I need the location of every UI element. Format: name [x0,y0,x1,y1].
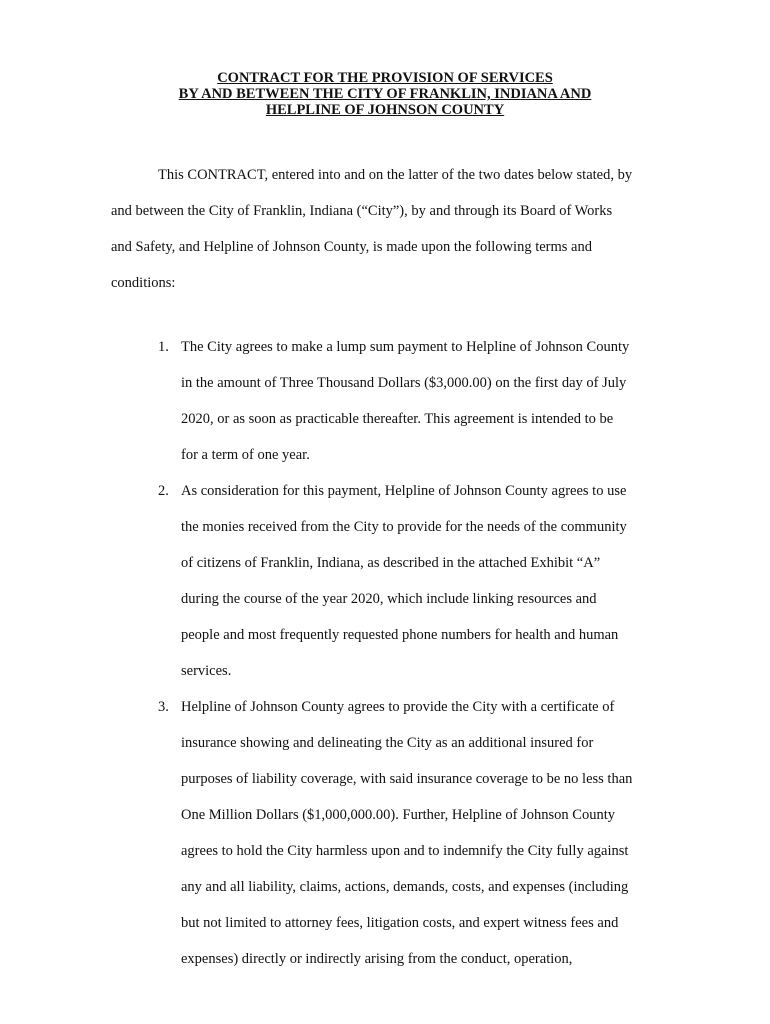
term-item-2 [158,473,678,689]
title-line-3: HELPLINE OF JOHNSON COUNTY [265,102,505,118]
term-line: during the course of the year 2020, which include linking resources and [181,591,597,607]
term-line: services. [181,663,232,679]
term-number: 2. [158,483,169,499]
term-line: agrees to hold the City harmless upon and to indemnify the City fully against [181,843,629,859]
term-item-3 [158,689,678,977]
term-line: One Million Dollars ($1,000,000.00). Further, Helpline of Johnson County [181,807,615,823]
term-line: but not limited to attorney fees, litigation costs, and expert witness fees and [181,915,619,931]
title-line-2: BY AND BETWEEN THE CITY OF FRANKLIN, INDIANA AND [178,86,592,102]
intro-line: conditions: [111,275,176,291]
term-item-1 [158,329,678,473]
term-line: for a term of one year. [181,447,310,463]
term-line: 2020, or as soon as practicable thereafter. This agreement is intended to be [181,411,614,427]
term-line: in the amount of Three Thousand Dollars ($3,000.00) on the first day of July [181,375,627,391]
intro-paragraph [111,157,671,301]
term-line: people and most frequently requested phone numbers for health and human [181,627,619,643]
title-line-1: CONTRACT FOR THE PROVISION OF SERVICES [217,70,553,86]
term-line: the monies received from the City to provide for the needs of the community [181,519,627,535]
term-line: The City agrees to make a lump sum payment to Helpline of Johnson County [181,339,630,355]
term-line: Helpline of Johnson County agrees to provide the City with a certificate of [181,699,615,715]
term-number: 3. [158,699,169,715]
intro-line: and Safety, and Helpline of Johnson County, is made upon the following terms and [111,239,592,255]
term-line: purposes of liability coverage, with said insurance coverage to be no less than [181,771,633,787]
intro-line: This CONTRACT, entered into and on the latter of the two dates below stated, by [158,167,633,183]
contract-title [0,70,770,118]
term-line: expenses) directly or indirectly arising from the conduct, operation, [181,951,573,967]
intro-line: and between the City of Franklin, Indiana (“City”), by and through its Board of Works [111,203,613,219]
term-line: of citizens of Franklin, Indiana, as described in the attached Exhibit “A” [181,555,601,571]
term-line: any and all liability, claims, actions, demands, costs, and expenses (including [181,879,629,895]
term-number: 1. [158,339,169,355]
term-line: As consideration for this payment, Helpline of Johnson County agrees to use [181,483,627,499]
term-line: insurance showing and delineating the City as an additional insured for [181,735,594,751]
terms-list [158,329,678,977]
